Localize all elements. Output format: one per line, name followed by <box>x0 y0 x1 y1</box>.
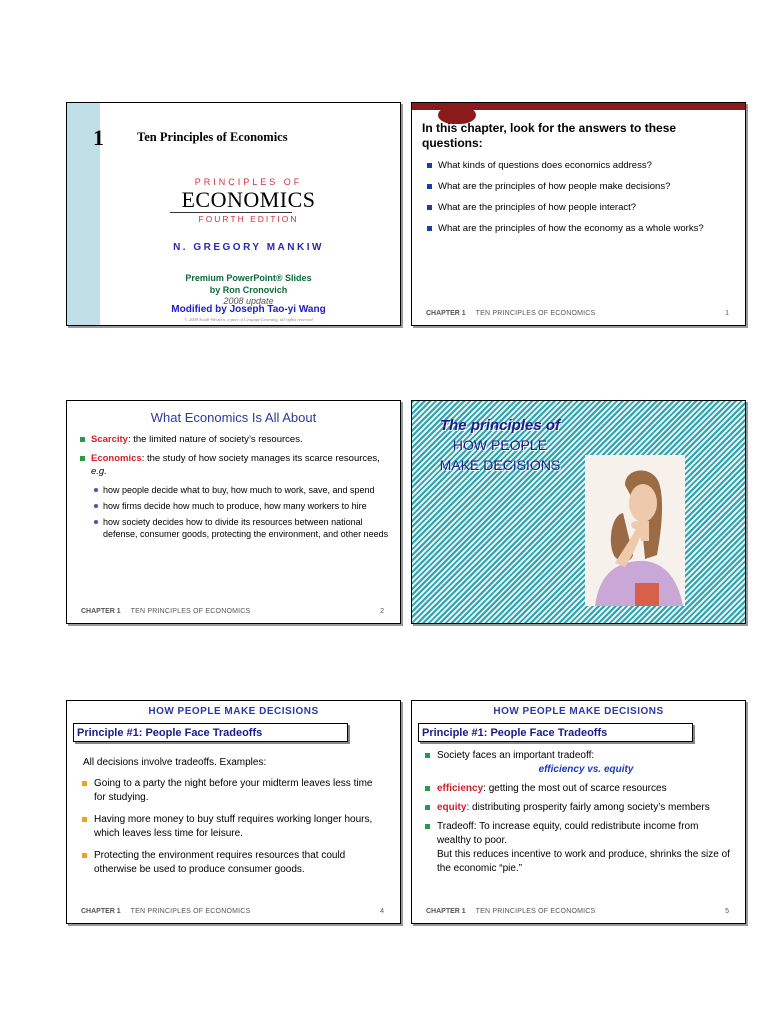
list-item <box>424 820 735 876</box>
book-edition: FOURTH EDITION <box>198 214 299 224</box>
tradeoff-list <box>424 749 735 881</box>
page-number: 5 <box>725 908 729 915</box>
principle-box <box>73 723 348 742</box>
list-item: Having more money to buy stuff requires working longer hours, which leaves less time for leisure. <box>81 813 386 841</box>
page-number: 4 <box>380 908 384 915</box>
slide-body <box>79 433 390 544</box>
section-heading: HOW PEOPLE MAKE DECISIONS <box>148 706 319 717</box>
example-list <box>81 777 386 885</box>
list-item: Going to a party the night before your midterm leaves less time for studying. <box>81 777 386 805</box>
section-line-1: The principles of <box>439 417 560 434</box>
chapter-number: 1 <box>93 125 104 150</box>
premium-slides <box>67 272 400 296</box>
slide-principle-1a <box>66 700 401 924</box>
slide-section-title <box>411 400 746 624</box>
footer-chapter: CHAPTER 1 <box>426 310 466 317</box>
footer-title: TEN PRINCIPLES OF ECONOMICS <box>475 310 596 317</box>
list-item <box>79 433 390 446</box>
list-item <box>424 749 735 777</box>
update-note: 2008 update <box>223 296 274 306</box>
tradeoff-line-1: Tradeoff: To increase equity, could redistribute income from wealthy to poor. <box>437 821 699 846</box>
list-item: What kinds of questions does economics address? <box>426 159 735 172</box>
page-number: 1 <box>725 310 729 317</box>
list-item: Protecting the environment requires resources that could otherwise be used to produce consumer goods. <box>81 849 386 877</box>
tradeoff-line-2: But this reduces incentive to work and produce, shrinks the size of the economic “pie.” <box>437 849 730 874</box>
term-scarcity: Scarcity <box>91 434 128 445</box>
question-list <box>426 159 735 243</box>
def-efficiency: : getting the most out of scarce resources <box>483 783 667 794</box>
efficiency-vs-equity: efficiency vs. equity <box>538 764 634 775</box>
sub-item: how society decides how to divide its resources between national defense, consumer goods, protecting the environment, and other needs <box>79 516 390 540</box>
book-principles-of: PRINCIPLES OF <box>194 177 303 187</box>
modified-by: Modified by Joseph Tao-yi Wang <box>171 304 326 315</box>
section-heading: HOW PEOPLE MAKE DECISIONS <box>493 706 664 717</box>
eg-text: e.g. <box>91 466 107 477</box>
section-line-3: MAKE DECISIONS <box>439 457 561 473</box>
sub-item: how people decide what to buy, how much to work, save, and spend <box>79 484 390 496</box>
slide-title <box>66 102 401 326</box>
principle-title: Principle #1: People Face Tradeoffs <box>422 727 608 739</box>
def-equity: : distributing prosperity fairly among society’s members <box>466 802 710 813</box>
slide-questions <box>411 102 746 326</box>
slide-footer <box>426 908 729 915</box>
woman-thinking-photo <box>585 455 685 606</box>
chapter-title: Ten Principles of Economics <box>137 130 288 144</box>
by-line: by Ron Cronovich <box>209 285 288 295</box>
list-item <box>424 782 735 796</box>
term-economics: Economics <box>91 453 142 464</box>
book-author: N. GREGORY MANKIW <box>173 242 324 253</box>
footer-chapter: CHAPTER 1 <box>81 608 121 615</box>
slide-principle-1b <box>411 700 746 924</box>
footer-title: TEN PRINCIPLES OF ECONOMICS <box>130 608 251 615</box>
section-line-2: HOW PEOPLE <box>452 437 548 453</box>
list-item: What are the principles of how people make decisions? <box>426 180 735 193</box>
footer-title: TEN PRINCIPLES OF ECONOMICS <box>475 908 596 915</box>
list-item: What are the principles of how people interact? <box>426 201 735 214</box>
list-item <box>79 452 390 478</box>
sub-item: how firms decide how much to produce, how many workers to hire <box>79 500 390 512</box>
footer-chapter: CHAPTER 1 <box>81 908 121 915</box>
list-item: What are the principles of how the economy as a whole works? <box>426 222 735 235</box>
term-efficiency: efficiency <box>437 783 484 794</box>
slide-heading: In this chapter, look for the answers to these questions: <box>422 121 677 150</box>
page-number: 2 <box>380 608 384 615</box>
slide-footer <box>81 908 384 915</box>
book-economics: ECONOMICS <box>181 187 316 212</box>
tradeoff-text: Society faces an important tradeoff: <box>437 750 595 761</box>
section-lines <box>420 435 580 475</box>
slide-footer <box>426 310 729 317</box>
footer-chapter: CHAPTER 1 <box>426 908 466 915</box>
copyright: © 2008 South-Western, a part of Cengage Learning, all rights reserved <box>184 317 313 322</box>
principle-box <box>418 723 693 742</box>
slide-heading: What Economics Is All About <box>150 410 317 425</box>
def-economics: : the study of how society manages its scarce resources, <box>141 453 380 464</box>
def-scarcity: : the limited nature of society’s resources. <box>127 434 303 445</box>
slide-what-economics <box>66 400 401 624</box>
list-item <box>424 801 735 815</box>
slide-footer <box>81 608 384 615</box>
title-rule <box>170 212 292 213</box>
premium-line: Premium PowerPoint® Slides <box>185 273 312 283</box>
principle-title: Principle #1: People Face Tradeoffs <box>77 727 263 739</box>
term-equity: equity <box>437 802 467 813</box>
intro-text: All decisions involve tradeoffs. Examples: <box>83 757 267 768</box>
footer-title: TEN PRINCIPLES OF ECONOMICS <box>130 908 251 915</box>
